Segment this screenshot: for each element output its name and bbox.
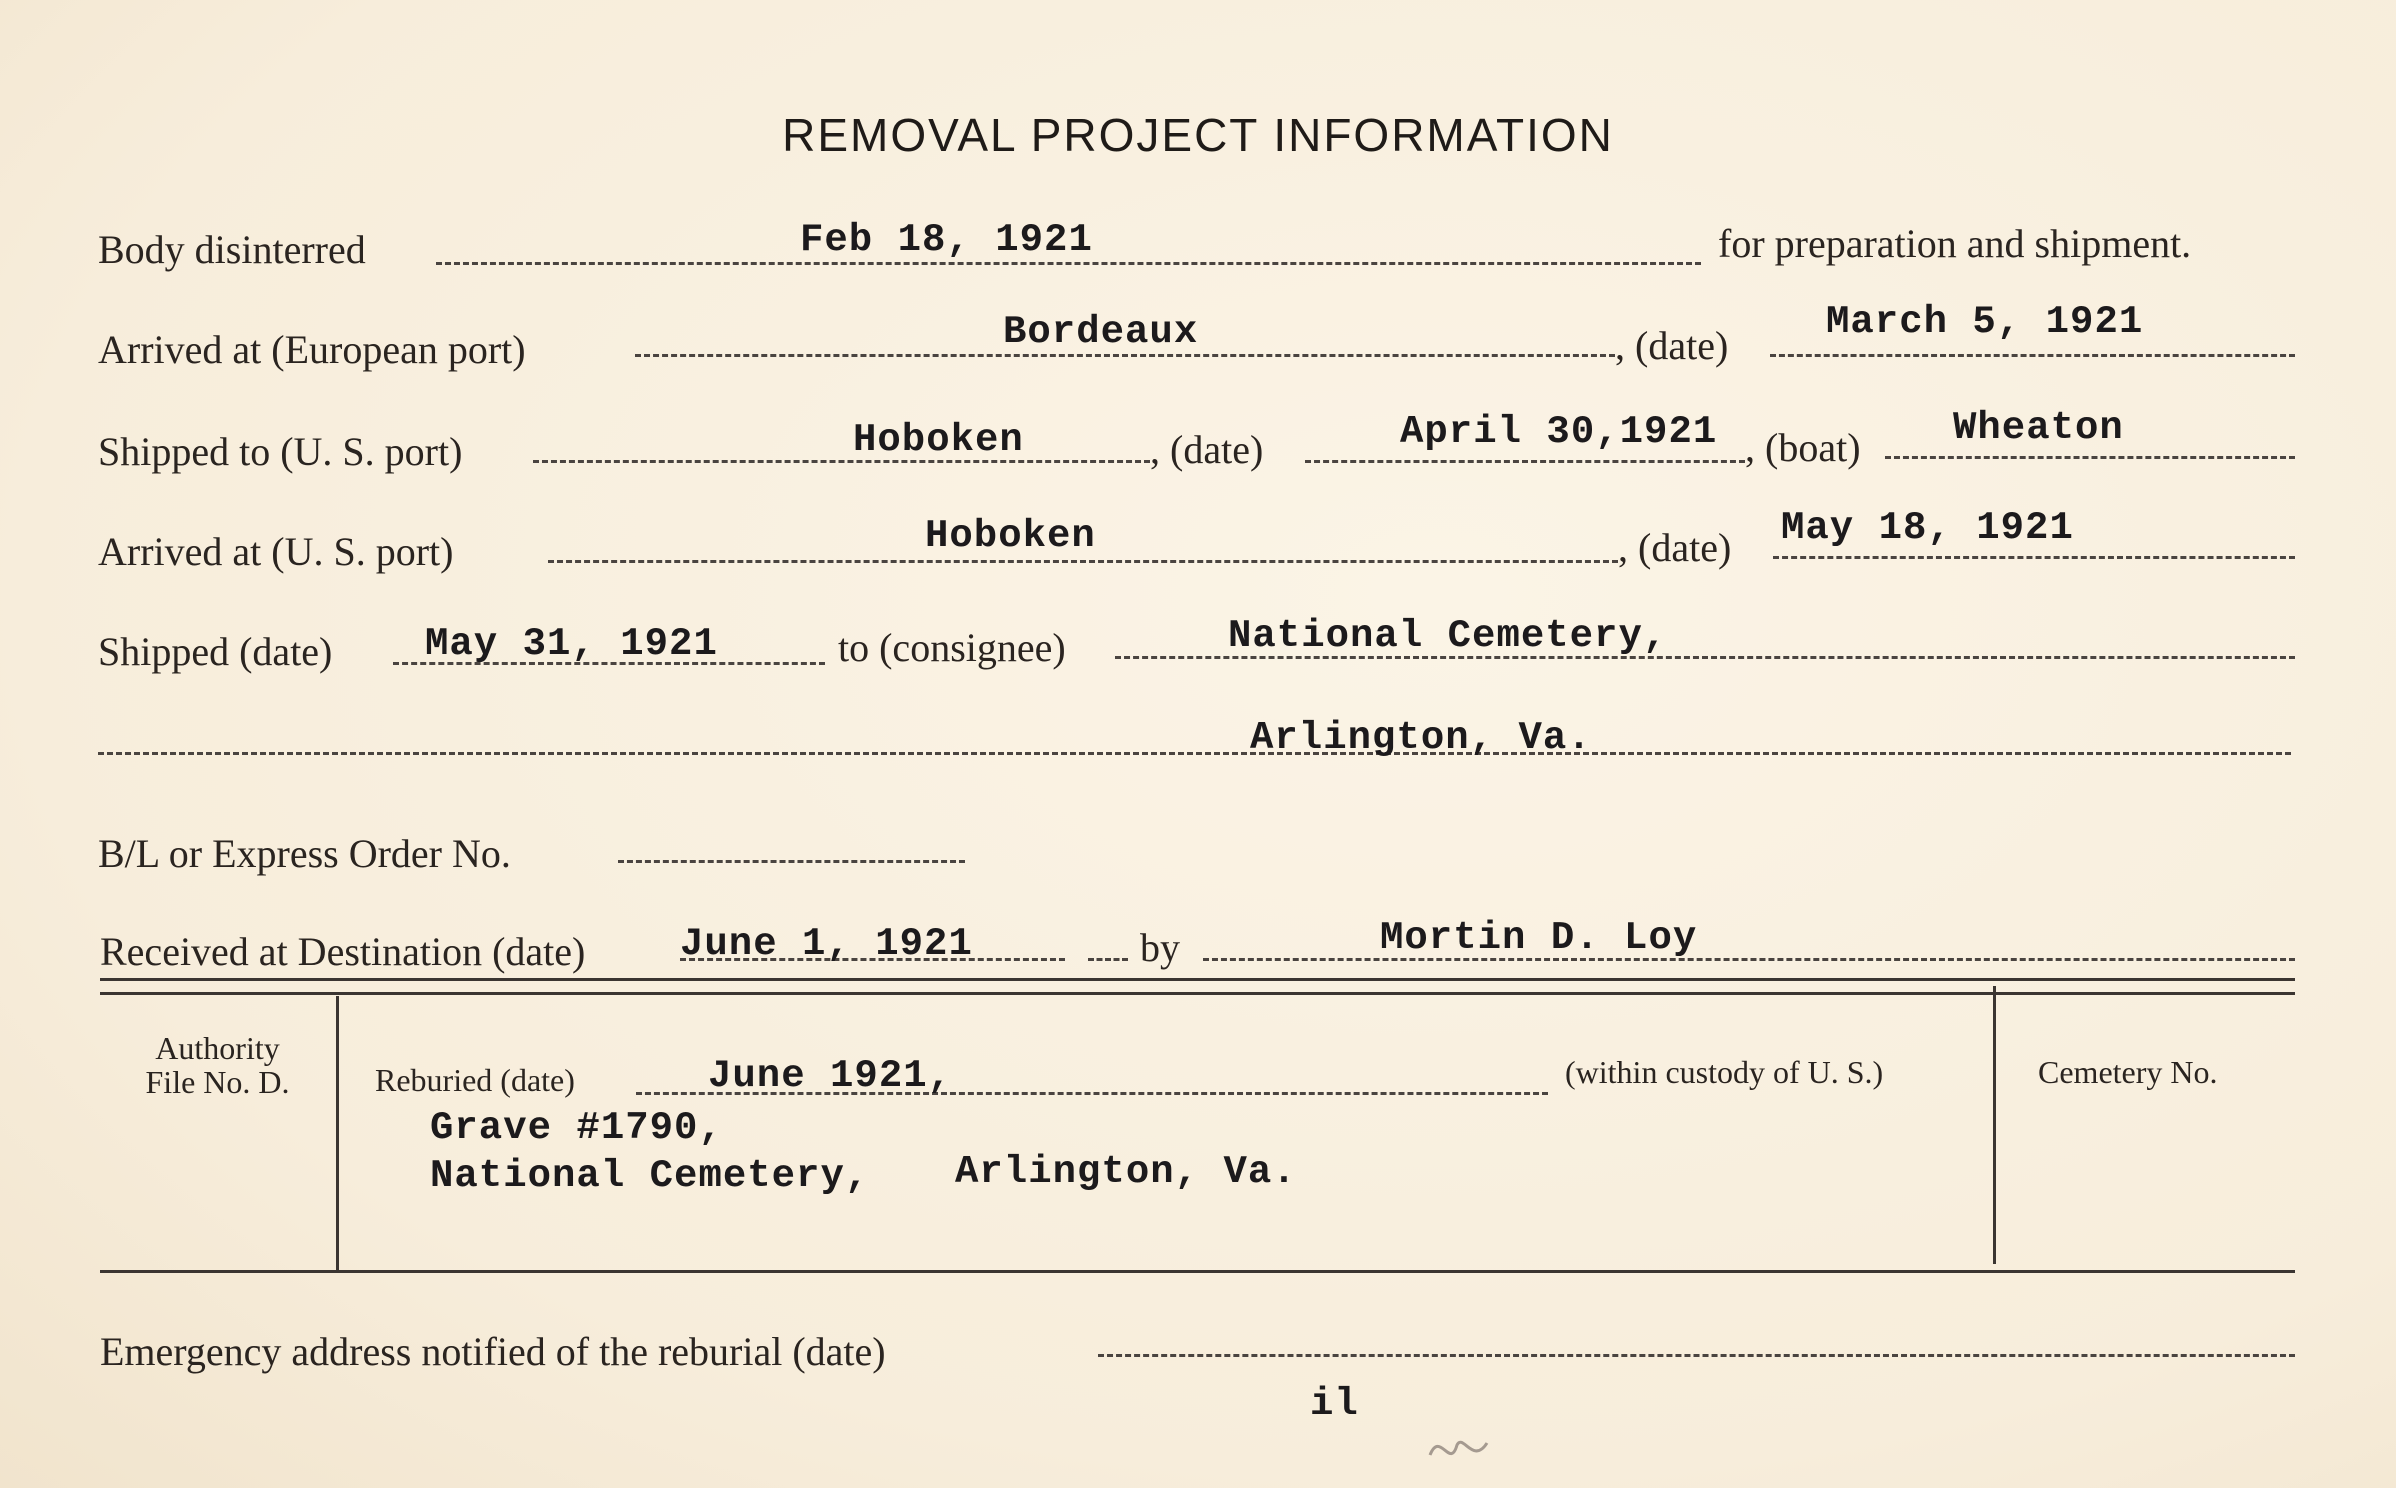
- european-date-line: [1770, 354, 2295, 357]
- received-by-line: [1203, 958, 2295, 961]
- disinterred-date: Feb 18, 1921: [800, 218, 1093, 262]
- consignee-label: to (consignee): [838, 625, 1066, 670]
- shipped-us-port-line: [533, 460, 1150, 463]
- european-port-line: [635, 354, 1615, 357]
- shipped-date-label: Shipped (date): [98, 629, 333, 674]
- grave-number: Grave #1790,: [430, 1106, 723, 1150]
- received-label: Received at Destination (date): [100, 929, 586, 974]
- shipped-us-date-line: [1305, 460, 1745, 463]
- arrived-us-date-value: May 18, 1921: [1781, 506, 2074, 550]
- emergency-line: [1098, 1354, 2295, 1357]
- disinterred-line: [436, 262, 1701, 265]
- european-date-value: March 5, 1921: [1826, 300, 2144, 344]
- emergency-label: Emergency address notified of the reburial (date): [100, 1329, 886, 1374]
- cemetery-name: National Cemetery,: [430, 1154, 870, 1198]
- pencil-scribble-icon: [1425, 1425, 1495, 1475]
- custody-note: (within custody of U. S.): [1565, 1054, 1884, 1090]
- received-by-label: by: [1140, 925, 1180, 970]
- shipped-date-value: May 31, 1921: [425, 622, 718, 666]
- box-top-rule-2: [100, 992, 2295, 995]
- arrived-us-date-line: [1773, 556, 2295, 559]
- authority-line-2: File No. D.: [145, 1064, 290, 1100]
- consignee-value-2: Arlington, Va.: [1250, 716, 1592, 760]
- box-divider-left: [336, 996, 339, 1272]
- disinterred-label: Body disinterred: [98, 227, 366, 272]
- shipped-us-boat-value: Wheaton: [1953, 406, 2124, 450]
- arrived-us-label: Arrived at (U. S. port): [98, 529, 454, 574]
- shipped-us-date-label: , (date): [1150, 427, 1264, 472]
- reburied-label: Reburied (date): [375, 1062, 575, 1098]
- european-port-label: Arrived at (European port): [98, 327, 526, 372]
- received-gap-line: [1088, 958, 1128, 961]
- european-date-label: , (date): [1615, 323, 1729, 368]
- shipped-us-boat-label: , (boat): [1745, 425, 1861, 470]
- disinterred-suffix: for preparation and shipment.: [1718, 221, 2192, 266]
- box-top-rule-1: [100, 978, 2295, 981]
- arrived-us-port-value: Hoboken: [925, 514, 1096, 558]
- consignee-line-2: [98, 752, 2291, 755]
- shipped-us-port-value: Hoboken: [853, 418, 1024, 462]
- cemetery-no-label: Cemetery No.: [2038, 1054, 2218, 1090]
- bl-line: [618, 860, 965, 863]
- bl-label: B/L or Express Order No.: [98, 831, 511, 876]
- received-date-value: June 1, 1921: [680, 922, 973, 966]
- footer-code: il: [1310, 1382, 1359, 1426]
- arrived-us-date-label: , (date): [1618, 525, 1732, 570]
- received-by-value: Mortin D. Loy: [1380, 916, 1698, 960]
- reburied-date: June 1921,: [708, 1054, 953, 1098]
- box-bottom-rule: [100, 1270, 2295, 1273]
- box-divider-right: [1993, 986, 1996, 1264]
- consignee-value: National Cemetery,: [1228, 614, 1668, 658]
- shipped-us-date-value: April 30,1921: [1400, 410, 1718, 454]
- arrived-us-port-line: [548, 560, 1618, 563]
- card-title: REMOVAL PROJECT INFORMATION: [782, 109, 1614, 161]
- european-port-value: Bordeaux: [1003, 310, 1199, 354]
- cemetery-place: Arlington, Va.: [955, 1150, 1297, 1194]
- shipped-us-boat-line: [1885, 456, 2295, 459]
- authority-line-1: Authority: [155, 1030, 280, 1066]
- shipped-us-label: Shipped to (U. S. port): [98, 429, 463, 474]
